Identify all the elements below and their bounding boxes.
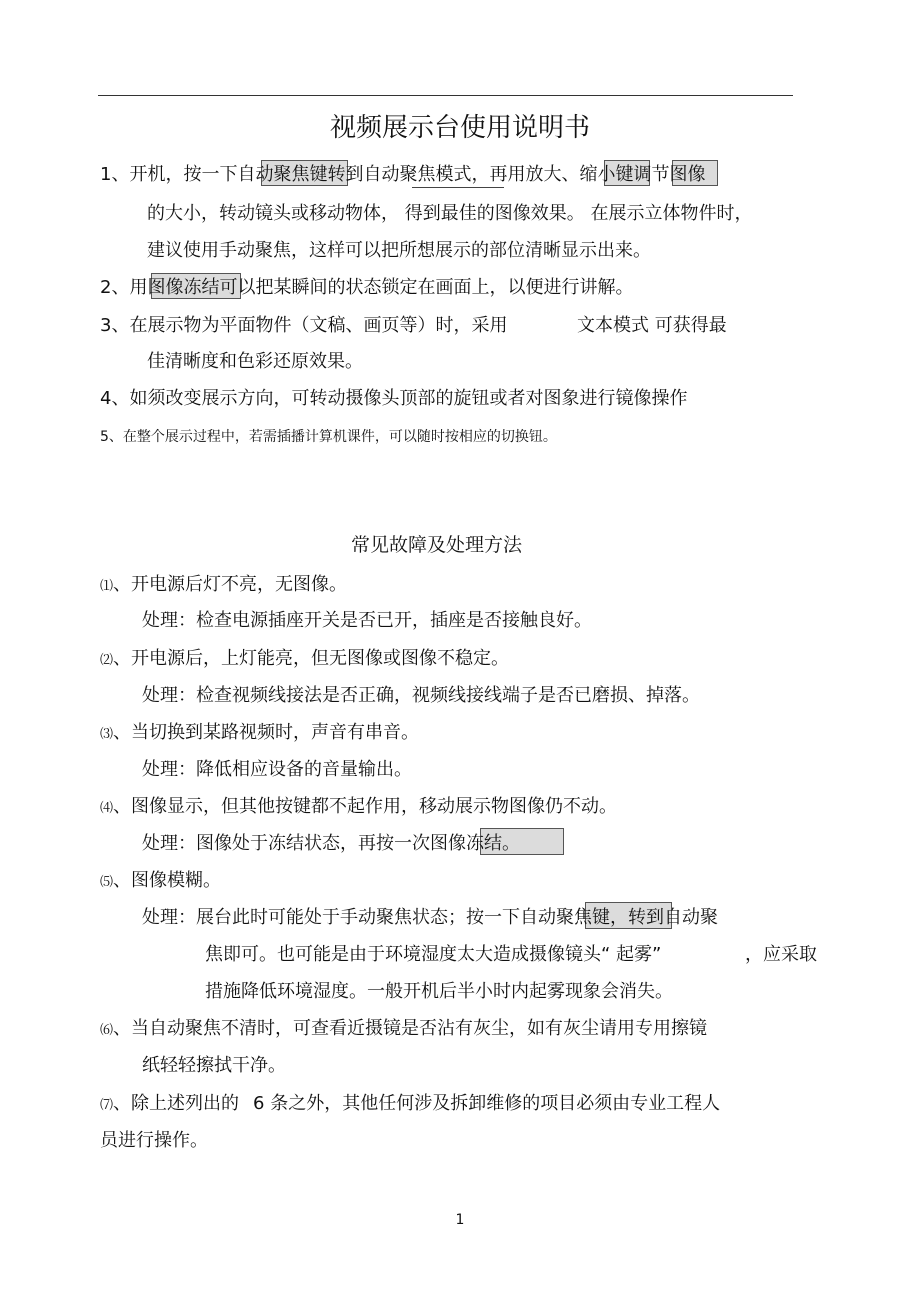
fault-1-solution: 处理：检查电源插座开关是否已开，插座是否接触良好。: [142, 610, 592, 631]
fault-5-solution-2b: ，应采取: [745, 944, 817, 965]
page-number: 1: [455, 1212, 465, 1228]
fault-1-problem: ⑴、开电源后灯不亮，无图像。: [100, 574, 348, 595]
troubleshooting-title: 常见故障及处理方法: [350, 534, 522, 556]
fault-3-solution: 处理：降低相应设备的音量输出。: [142, 759, 412, 780]
instruction-3-line-2: 佳清晰度和色彩还原效果。: [147, 351, 363, 372]
instruction-1-line-3: 建议使用手动聚焦，这样可以把所想展示的部位清晰显示出来。: [147, 240, 651, 261]
fault-6-problem: ⑹、当自动聚焦不清时，可查看近摄镜是否沾有灰尘，如有灰尘请用专用擦镜: [100, 1018, 708, 1039]
fault-7-solution: 员进行操作。: [100, 1130, 208, 1151]
fault-7-problem: ⑺、除上述列出的 6 条之外，其他任何涉及拆卸维修的项目必须由专业工程人: [100, 1093, 721, 1114]
instruction-3-line-1: 3、在展示物为平面物件（文稿、画页等）时，采用: [100, 315, 508, 336]
instruction-1-line-2: 的大小，转动镜头或移动物体， 得到最佳的图像效果。 在展示立体物件时，: [147, 203, 753, 224]
fault-5-problem: ⑸、图像模糊。: [100, 870, 222, 891]
header-rule: [98, 95, 793, 96]
fault-4-problem: ⑷、图像显示，但其他按键都不起作用，移动展示物图像仍不动。: [100, 796, 618, 817]
instruction-2: 2、用图像冻结可以把某瞬间的状态锁定在画面上，以便进行讲解。: [100, 277, 634, 298]
fault-2-problem: ⑵、开电源后，上灯能亮，但无图像或图像不稳定。: [100, 648, 510, 669]
fault-5-solution-2: 焦即可。也可能是由于环境湿度太大造成摄像镜头“ 起雾”: [205, 944, 662, 965]
document-title: 视频展示台使用说明书: [329, 113, 590, 143]
fault-4-solution: 处理：图像处于冻结状态，再按一次图像冻结。: [142, 833, 520, 854]
instruction-3-text-mode: 文本模式 可获得最: [577, 315, 727, 336]
fault-6-solution: 纸轻轻擦拭干净。: [142, 1055, 286, 1076]
instruction-1-line-1: 1、开机，按一下自动聚焦键转到自动聚焦模式，再用放大、缩小键调节图像: [100, 164, 706, 185]
fault-3-problem: ⑶、当切换到某路视频时，声音有串音。: [100, 722, 420, 743]
fault-5-solution-1: 处理：展台此时可能处于手动聚焦状态；按一下自动聚焦键，转到自动聚: [142, 907, 718, 928]
instruction-5: 5、在整个展示过程中，若需插播计算机课件，可以随时按相应的切换钮。: [100, 429, 557, 445]
instruction-4: 4、如须改变展示方向，可转动摄像头顶部的旋钮或者对图象进行镜像操作: [100, 388, 688, 409]
fault-5-solution-3: 措施降低环境湿度。一般开机后半小时内起雾现象会消失。: [205, 981, 673, 1002]
fault-2-solution: 处理：检查视频线接法是否正确，视频线接线端子是否已磨损、掉落。: [142, 685, 700, 706]
